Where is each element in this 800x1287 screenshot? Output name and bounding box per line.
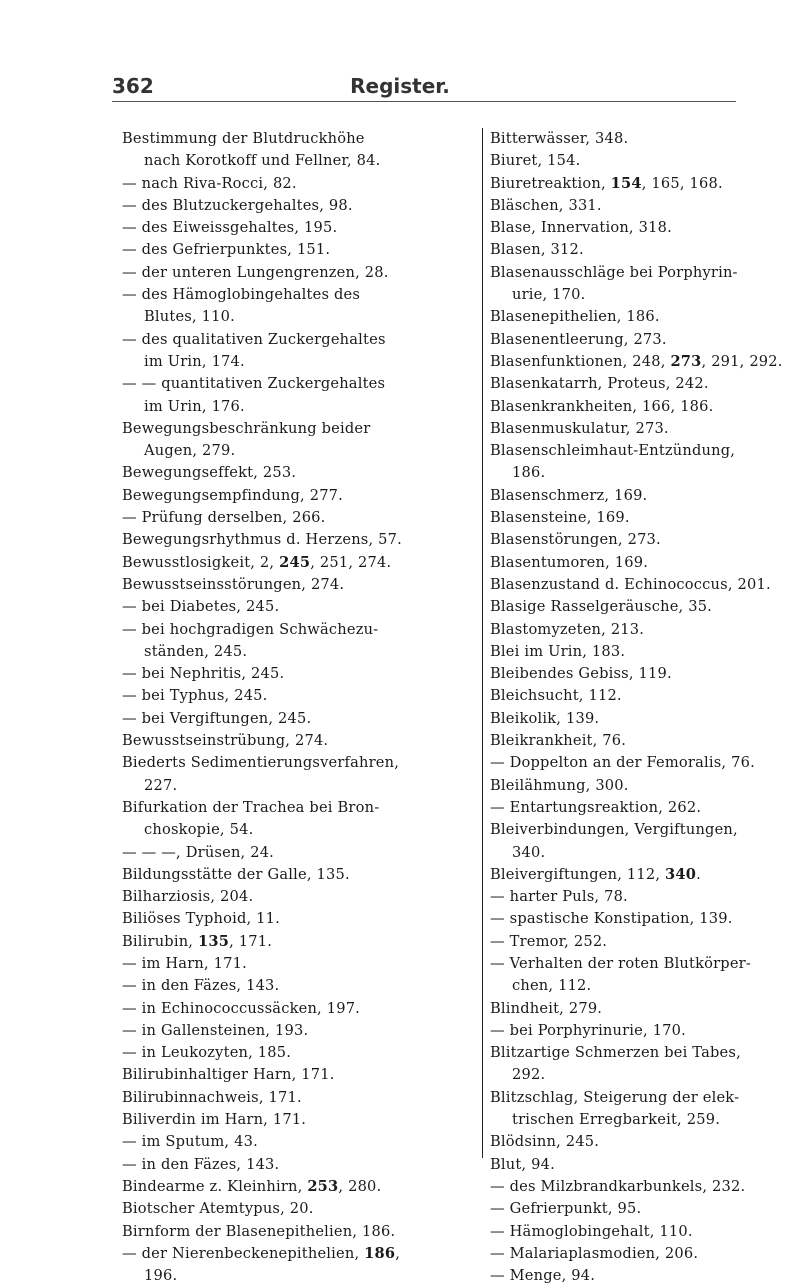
- entry-text: .: [696, 865, 701, 883]
- entry-text: 196.: [144, 1267, 178, 1285]
- index-entry: [490, 752, 780, 774]
- main-page-ref: 154: [610, 174, 642, 192]
- entry-text: — in Echinococcussäcken, 197.: [122, 999, 361, 1017]
- index-entry: [122, 619, 477, 664]
- index-entry: [490, 1221, 780, 1243]
- entry-text: nach Korotkoff und Fellner, 84.: [144, 152, 381, 170]
- index-entry: [490, 1243, 780, 1265]
- entry-text: Bewegungsbeschränkung beider: [122, 419, 371, 437]
- index-entry: [490, 953, 780, 998]
- entry-text: Blasenepithelien, 186.: [490, 308, 660, 326]
- entry-text: Biotscher Atemtypus, 20.: [122, 1200, 314, 1218]
- entry-text: — — —, Drüsen, 24.: [122, 843, 275, 861]
- index-column-left: [122, 128, 477, 1287]
- index-entry: [122, 864, 477, 886]
- entry-text: Blasenentleerung, 273.: [490, 330, 667, 348]
- index-entry: [490, 529, 780, 551]
- entry-text: Bewegungsempfindung, 277.: [122, 486, 343, 504]
- entry-text: urie, 170.: [512, 286, 586, 304]
- entry-text: — bei Porphyrinurie, 170.: [490, 1021, 686, 1039]
- index-entry: [122, 1064, 477, 1086]
- index-entry: [122, 886, 477, 908]
- entry-text: chen, 112.: [512, 977, 592, 995]
- entry-text: Bilirubinnachweis, 171.: [122, 1088, 302, 1106]
- index-entry: [490, 1131, 780, 1153]
- index-entry: [490, 373, 780, 395]
- entry-text: — in Gallensteinen, 193.: [122, 1021, 309, 1039]
- index-entry: [490, 819, 780, 864]
- entry-text: Bewusstseinstrübung, 274.: [122, 732, 329, 750]
- index-entry: [490, 708, 780, 730]
- index-entry: [122, 529, 477, 551]
- entry-text: — des Eiweissgehaltes, 195.: [122, 219, 338, 237]
- index-entry: [490, 173, 780, 195]
- entry-text: — des Blutzuckergehaltes, 98.: [122, 196, 353, 214]
- entry-text: Blasenschleimhaut-Entzündung,: [490, 442, 736, 460]
- entry-text: Bilirubin,: [122, 932, 198, 950]
- index-entry: [122, 842, 477, 864]
- entry-text: Blutes, 110.: [144, 308, 235, 326]
- entry-text: Augen, 279.: [144, 442, 236, 460]
- entry-text: Blasenausschläge bei Porphyrin-: [490, 263, 738, 281]
- index-entry: [122, 708, 477, 730]
- entry-text: Bläschen, 331.: [490, 196, 602, 214]
- index-entry: [490, 864, 780, 886]
- entry-text: — in den Fäzes, 143.: [122, 1155, 280, 1173]
- index-entry: [490, 797, 780, 819]
- main-page-ref: 340: [665, 865, 697, 883]
- index-entry: [490, 351, 783, 373]
- entry-text: — des qualitativen Zuckergehaltes: [122, 330, 386, 348]
- index-entry: [122, 1042, 477, 1064]
- entry-text: — nach Riva-Rocci, 82.: [122, 174, 297, 192]
- index-entry: [490, 418, 780, 440]
- running-title: Register.: [350, 74, 450, 98]
- entry-text: — Doppelton an der Femoralis, 76.: [490, 754, 755, 772]
- entry-text: Blasenmuskulatur, 273.: [490, 419, 669, 437]
- entry-text: Biliverdin im Harn, 171.: [122, 1111, 307, 1129]
- index-entry: [490, 440, 780, 485]
- index-entry: [490, 1154, 780, 1176]
- index-entry: [122, 239, 477, 261]
- index-entry: [122, 507, 477, 529]
- index-entry: [122, 1243, 477, 1287]
- index-entry: [490, 931, 780, 953]
- index-column-right: [490, 128, 783, 1287]
- entry-text: — Gefrierpunkt, 95.: [490, 1200, 642, 1218]
- entry-text: Bewegungsrhythmus d. Herzens, 57.: [122, 531, 402, 549]
- index-entry: [122, 1020, 477, 1042]
- index-entry: [122, 998, 477, 1020]
- entry-text: — Malariaplasmodien, 206.: [490, 1244, 699, 1262]
- entry-text: Blasenkatarrh, Proteus, 242.: [490, 375, 709, 393]
- entry-text: — in Leukozyten, 185.: [122, 1044, 292, 1062]
- entry-text: Blasenkrankheiten, 166, 186.: [490, 397, 714, 415]
- index-entry: [490, 1020, 780, 1042]
- entry-text: Blastomyzeten, 213.: [490, 620, 645, 638]
- index-entry: [122, 262, 477, 284]
- entry-text: — spastische Konstipation, 139.: [490, 910, 733, 928]
- entry-text: Bewusstseinsstörungen, 274.: [122, 575, 345, 593]
- index-entry: [122, 1154, 477, 1176]
- index-entry: [122, 1198, 477, 1220]
- entry-text: Bindearme z. Kleinhirn,: [122, 1177, 308, 1195]
- index-entry: [122, 284, 477, 329]
- index-entry: [122, 195, 477, 217]
- index-entry: [490, 596, 780, 618]
- entry-text: — bei Typhus, 245.: [122, 687, 268, 705]
- entry-text: Blindheit, 279.: [490, 999, 603, 1017]
- entry-text: Bewusstlosigkeit, 2,: [122, 553, 280, 571]
- entry-text: — des Hämoglobingehaltes des: [122, 286, 361, 304]
- entry-text: Blödsinn, 245.: [490, 1133, 600, 1151]
- index-entry: [122, 953, 477, 975]
- entry-text: Bewegungseffekt, 253.: [122, 464, 297, 482]
- entry-text: — bei Diabetes, 245.: [122, 598, 280, 616]
- header-rule: [112, 101, 736, 102]
- index-entry: [490, 128, 780, 150]
- index-entry: [490, 619, 780, 641]
- main-page-ref: 135: [198, 932, 230, 950]
- entry-text: — des Milzbrandkarbunkels, 232.: [490, 1177, 746, 1195]
- entry-text: 292.: [512, 1066, 546, 1084]
- index-entry: [490, 262, 780, 307]
- page-header: [0, 0, 800, 110]
- entry-text: — Prüfung derselben, 266.: [122, 509, 326, 527]
- entry-text: Bleibendes Gebiss, 119.: [490, 665, 672, 683]
- entry-text: 340.: [512, 843, 546, 861]
- index-entry: [490, 998, 780, 1020]
- entry-text: ,: [395, 1244, 401, 1262]
- entry-text: Blut, 94.: [490, 1155, 555, 1173]
- entry-text: — bei Nephritis, 245.: [122, 665, 285, 683]
- entry-text: 186.: [512, 464, 546, 482]
- entry-text: Bleiverbindungen, Vergiftungen,: [490, 821, 738, 839]
- entry-text: — der Nierenbeckenepithelien,: [122, 1244, 365, 1262]
- main-page-ref: 245: [279, 553, 311, 571]
- entry-text: ständen, 245.: [144, 642, 248, 660]
- entry-text: — des Gefrierpunktes, 151.: [122, 241, 331, 259]
- index-entry: [122, 173, 477, 195]
- index-entry: [490, 239, 780, 261]
- index-entry: [490, 730, 780, 752]
- entry-text: — Verhalten der roten Blutkörper-: [490, 954, 751, 972]
- index-entry: [122, 462, 477, 484]
- index-entry: [122, 574, 477, 596]
- entry-text: Biliöses Typhoid, 11.: [122, 910, 280, 928]
- entry-text: , 291, 292.: [701, 352, 783, 370]
- index-entry: [490, 1265, 780, 1287]
- entry-text: im Urin, 174.: [144, 352, 245, 370]
- entry-text: — Tremor, 252.: [490, 932, 608, 950]
- index-entry: [122, 975, 477, 997]
- index-entry: [122, 596, 477, 618]
- entry-text: Bleilähmung, 300.: [490, 776, 629, 794]
- index-entry: [122, 1176, 477, 1198]
- entry-text: Blasenzustand d. Echinococcus, 201.: [490, 575, 771, 593]
- entry-text: , 171.: [229, 932, 273, 950]
- main-page-ref: 253: [307, 1177, 339, 1195]
- entry-text: Birnform der Blasenepithelien, 186.: [122, 1222, 396, 1240]
- index-entry: [122, 1131, 477, 1153]
- entry-text: — Menge, 94.: [490, 1267, 596, 1285]
- index-entry: [490, 1087, 780, 1132]
- entry-text: Blasen, 312.: [490, 241, 584, 259]
- entry-text: — in den Fäzes, 143.: [122, 977, 280, 995]
- entry-text: Bestimmung der Blutdruckhöhe: [122, 130, 365, 147]
- index-entry: [122, 217, 477, 239]
- index-entry: [490, 507, 780, 529]
- index-entry: [490, 886, 780, 908]
- index-entry: [122, 908, 477, 930]
- entry-text: Bleikrankheit, 76.: [490, 732, 627, 750]
- entry-text: , 280.: [338, 1177, 382, 1195]
- column-divider: [482, 128, 483, 1158]
- entry-text: Blase, Innervation, 318.: [490, 219, 672, 237]
- entry-text: Blasentumoren, 169.: [490, 553, 649, 571]
- entry-text: Blasenfunktionen, 248,: [490, 352, 671, 370]
- index-entry: [490, 195, 780, 217]
- index-entry: [122, 1109, 477, 1131]
- entry-text: Blasenstörungen, 273.: [490, 531, 661, 549]
- index-entry: [122, 1087, 477, 1109]
- entry-text: 227.: [144, 776, 178, 794]
- index-entry: [122, 552, 477, 574]
- index-entry: [122, 418, 477, 463]
- entry-text: Bildungsstätte der Galle, 135.: [122, 865, 350, 883]
- entry-text: Bleivergiftungen, 112,: [490, 865, 666, 883]
- index-entry: [490, 685, 780, 707]
- index-entry: [490, 485, 780, 507]
- entry-text: Bilharziosis, 204.: [122, 888, 254, 906]
- main-page-ref: 186: [364, 1244, 396, 1262]
- index-entry: [490, 908, 780, 930]
- entry-text: , 165, 168.: [641, 174, 723, 192]
- index-entry: [122, 1221, 477, 1243]
- entry-text: choskopie, 54.: [144, 821, 254, 839]
- index-entry: [490, 574, 780, 596]
- entry-text: Blei im Urin, 183.: [490, 642, 626, 660]
- index-entry: [490, 775, 780, 797]
- entry-text: Blasensteine, 169.: [490, 509, 630, 527]
- entry-text: Blitzschlag, Steigerung der elek-: [490, 1088, 740, 1106]
- entry-text: — harter Puls, 78.: [490, 888, 628, 906]
- entry-text: im Urin, 176.: [144, 397, 245, 415]
- index-entry: [122, 329, 477, 374]
- entry-text: — bei Vergiftungen, 245.: [122, 709, 312, 727]
- index-entry: [122, 931, 477, 953]
- entry-text: Bifurkation der Trachea bei Bron-: [122, 798, 380, 816]
- entry-text: Biederts Sedimentierungsverfahren,: [122, 754, 400, 772]
- entry-text: Bleichsucht, 112.: [490, 687, 622, 705]
- index-entry: [490, 217, 780, 239]
- entry-text: — der unteren Lungengrenzen, 28.: [122, 263, 389, 281]
- index-entry: [490, 1176, 780, 1198]
- index-entry: [122, 730, 477, 752]
- index-entry: [490, 1198, 780, 1220]
- index-entry: [490, 150, 780, 172]
- index-entry: [122, 752, 477, 797]
- entry-text: , 251, 274.: [310, 553, 392, 571]
- page-number: 362: [112, 74, 154, 98]
- entry-text: Biuretreaktion,: [490, 174, 611, 192]
- index-entry: [122, 373, 477, 418]
- entry-text: Biuret, 154.: [490, 152, 581, 170]
- index-entry: [122, 685, 477, 707]
- entry-text: Blasenschmerz, 169.: [490, 486, 648, 504]
- entry-text: Bitterwässer, 348.: [490, 130, 629, 147]
- entry-text: — bei hochgradigen Schwächezu-: [122, 620, 379, 638]
- entry-text: — im Harn, 171.: [122, 954, 247, 972]
- entry-text: — Entartungsreaktion, 262.: [490, 798, 702, 816]
- entry-text: Bleikolik, 139.: [490, 709, 600, 727]
- index-entry: [490, 329, 780, 351]
- index-entry: [490, 663, 780, 685]
- main-page-ref: 273: [670, 352, 702, 370]
- index-entry: [490, 552, 780, 574]
- index-entry: [122, 485, 477, 507]
- index-entry: [122, 128, 477, 173]
- index-entry: [490, 306, 780, 328]
- entry-text: — Hämoglobingehalt, 110.: [490, 1222, 693, 1240]
- index-entry: [122, 797, 477, 842]
- entry-text: — im Sputum, 43.: [122, 1133, 258, 1151]
- entry-text: Blasige Rasselgeräusche, 35.: [490, 598, 713, 616]
- entry-text: Bilirubinhaltiger Harn, 171.: [122, 1066, 335, 1084]
- index-entry: [490, 641, 780, 663]
- index-entry: [490, 396, 780, 418]
- index-entry: [122, 663, 477, 685]
- entry-text: trischen Erregbarkeit, 259.: [512, 1111, 721, 1129]
- entry-text: Blitzartige Schmerzen bei Tabes,: [490, 1044, 741, 1062]
- entry-text: — — quantitativen Zuckergehaltes: [122, 375, 386, 393]
- index-entry: [490, 1042, 780, 1087]
